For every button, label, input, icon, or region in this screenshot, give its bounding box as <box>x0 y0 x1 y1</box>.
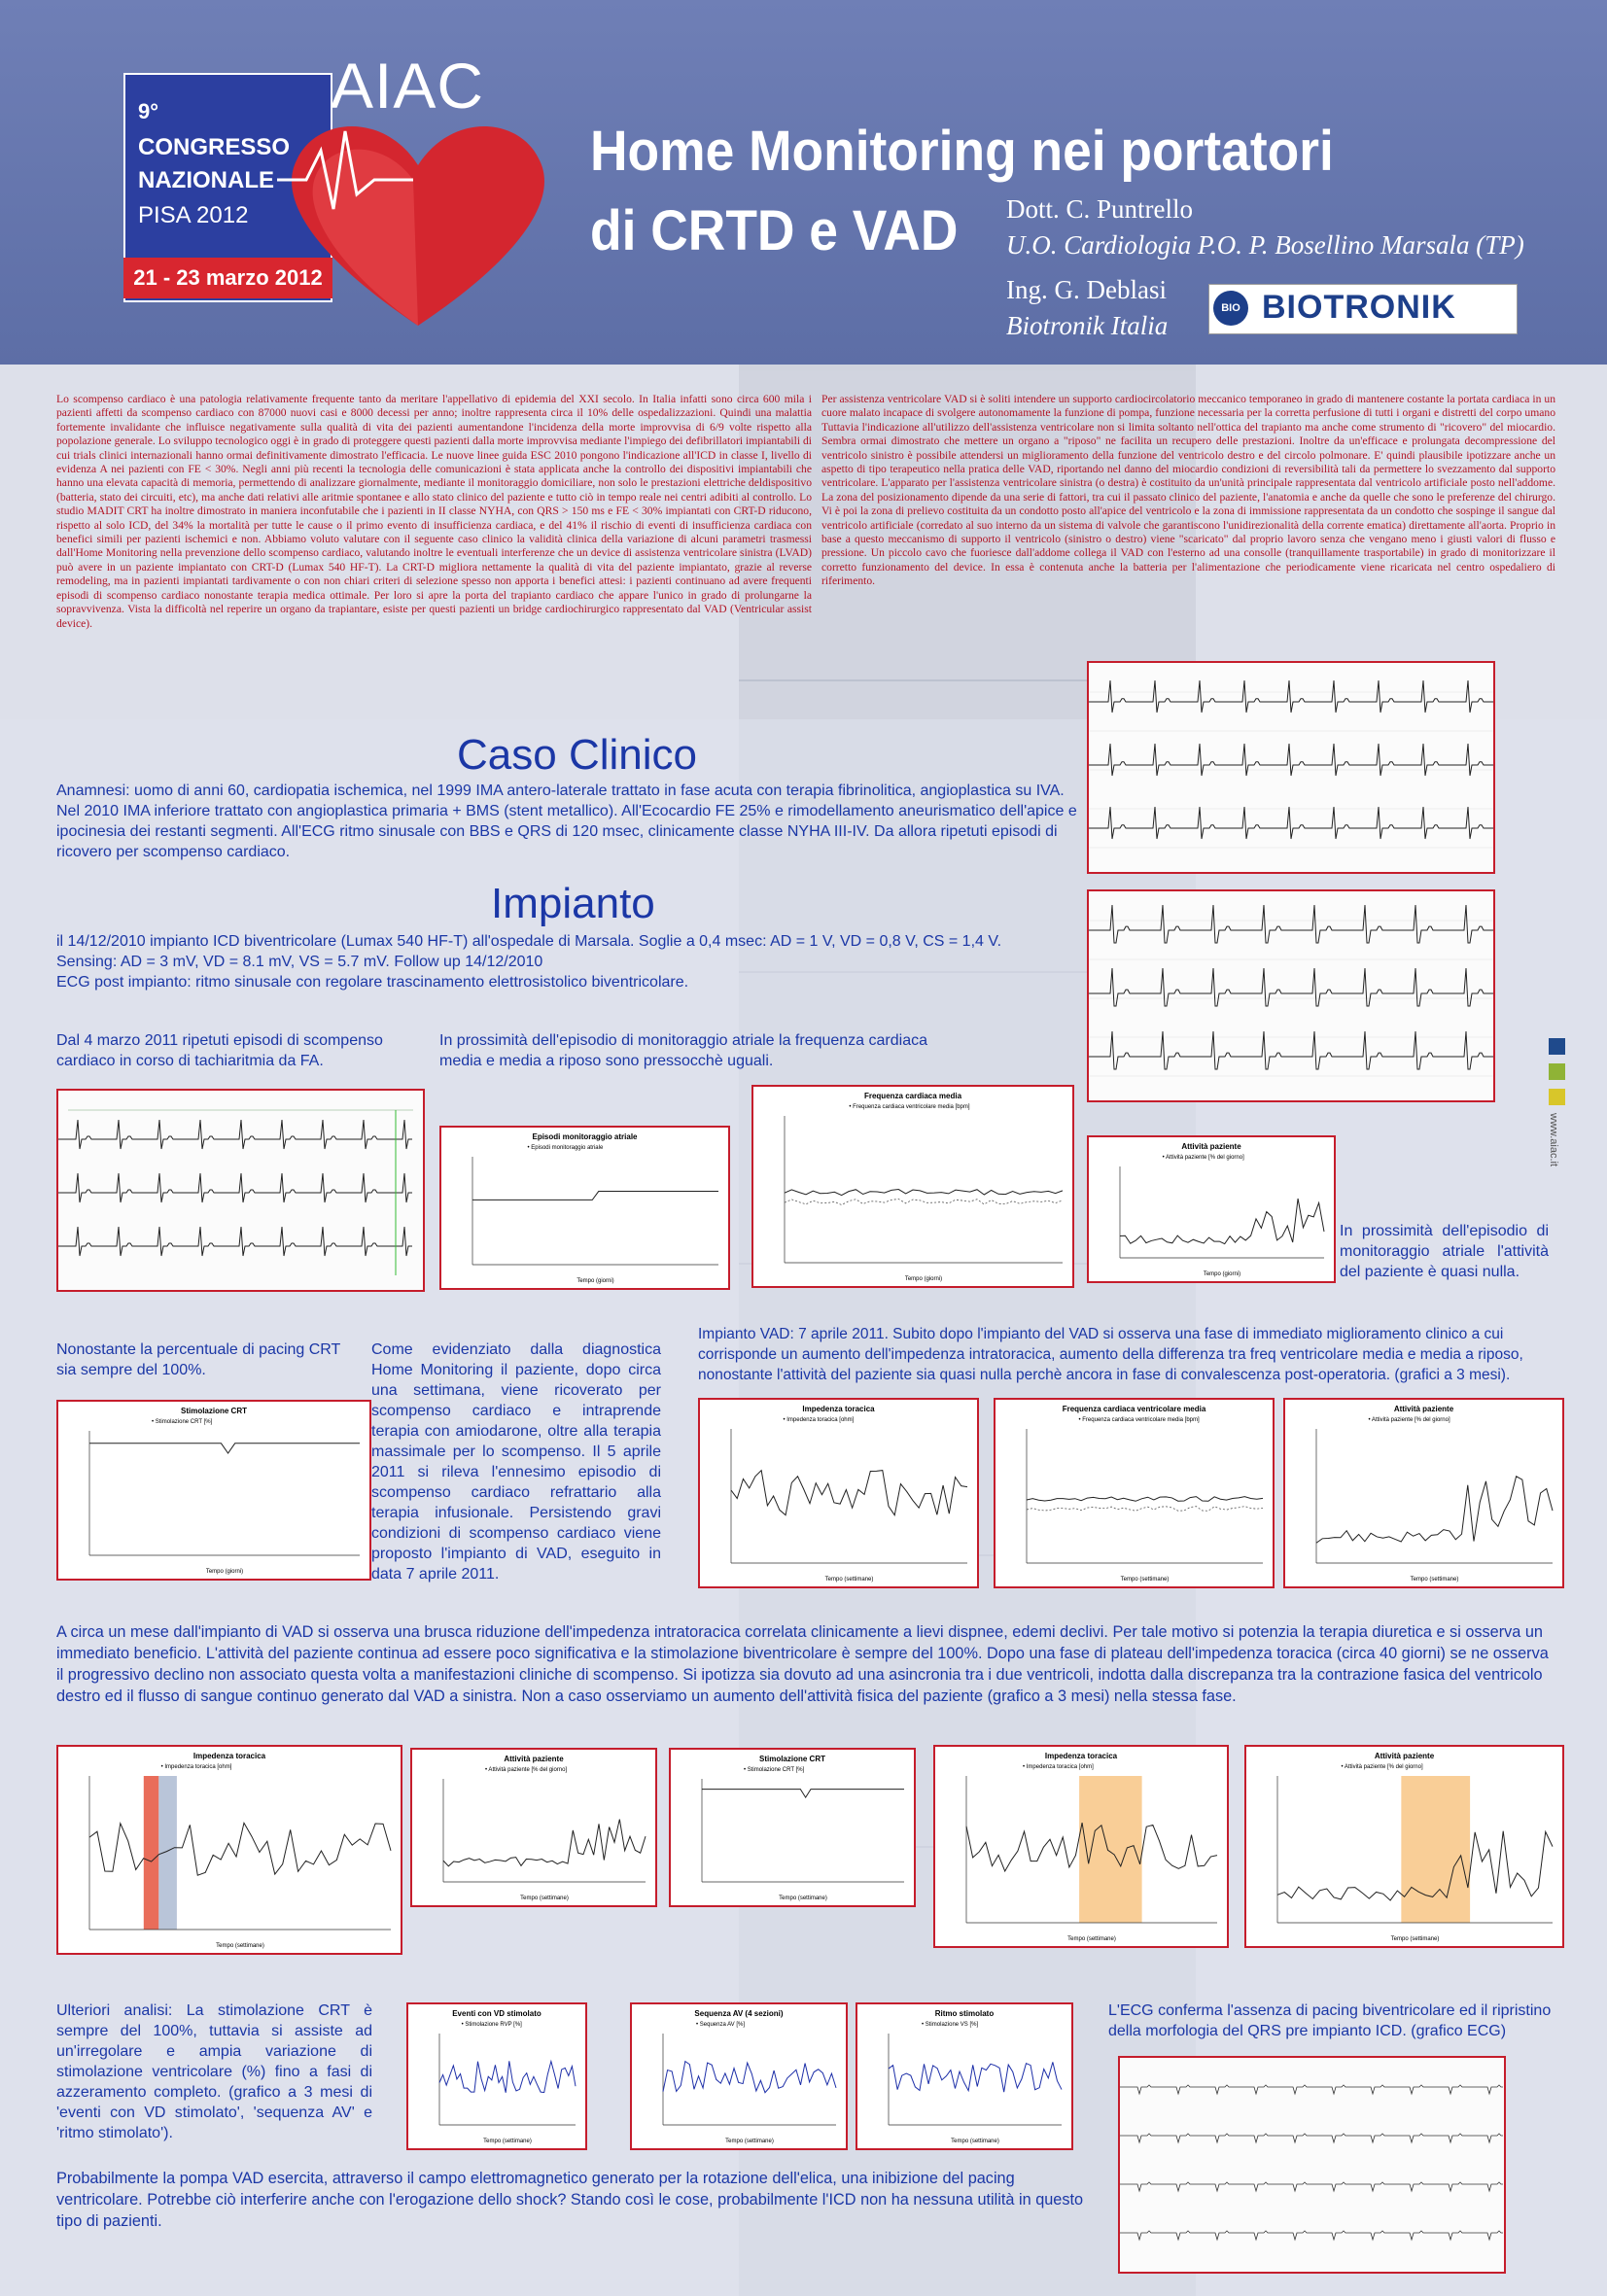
stim1-title: Stimolazione CRT <box>180 1407 248 1415</box>
logo-line1: CONGRESSO <box>138 134 291 160</box>
freq1-series-rest <box>785 1200 1063 1205</box>
caption-fa: Dal 4 marzo 2011 ripetuti episodi di scompenso cardiaco in corso di tachiaritmia da FA. <box>56 1032 383 1069</box>
chart-attivita4 <box>1244 1745 1564 1948</box>
chart-imp1 <box>698 1398 979 1588</box>
freq2-series-rest <box>1027 1507 1263 1512</box>
affiliation-2: Biotronik Italia <box>1006 311 1169 340</box>
ecg-pre <box>1087 661 1495 874</box>
eventi-xlabel: Tempo (settimane) <box>483 2139 532 2144</box>
imp2-series <box>89 1823 391 1875</box>
episodi-series <box>472 1192 718 1200</box>
highlight-band <box>144 1776 159 1930</box>
highlight-band <box>1079 1776 1142 1923</box>
caption-ecg: L'ECG conferma l'assenza di pacing biventricolare ed il ripristino della morfologia del QRS pre impianto ICD. (grafico ECG) <box>1108 2002 1552 2039</box>
impianto-line2: Sensing: AD = 3 mV, VD = 8.1 mV, VS = 5.7 mV. Follow up 14/12/2010 <box>56 954 543 970</box>
author-2: Ing. G. Deblasi <box>1006 275 1167 304</box>
freq1-legend: • Frequenza cardiaca ventricolare media [bpm] <box>849 1104 970 1110</box>
imp2-title: Impedenza toracica <box>192 1752 266 1760</box>
ecg-pre-trace <box>1089 663 1493 872</box>
affiliation-1: U.O. Cardiologia P.O. P. Bosellino Marsala (TP) <box>1006 230 1524 260</box>
logo-brand: AIAC <box>331 50 485 122</box>
chart-freq2 <box>994 1398 1275 1588</box>
imp3-title: Impedenza toracica <box>1044 1752 1118 1760</box>
attivita4-xlabel: Tempo (settimane) <box>1390 1936 1440 1942</box>
imp3-legend: • Impedenza toracica [ohm] <box>1023 1764 1094 1770</box>
intro-left: Lo scompenso cardiaco è una patologia relativamente frequente tanto da meritare l'appellativo di epidemia del XXI secolo. In Italia infatti sono circa 600 mila i pazienti affetti da scompenso cardiaco con 87000 nuovi casi e 8000 decessi per anno; inoltre rappresenta circa il 10% delle ospedalizzazioni. Quindi una malattia fortemente invalidante che influisce negativamente sulla qualità di vita dei pazienti aumentandone l'incidenza della morte improvvisa di 6/9 volte rispetto alla popolazione generale. Lo sviluppo tecnologico oggi è in grado di proteggere questi pazienti dalla morte improvvisa mediante l'impiego dei defibrillatori impiantabili di cui trials clinici internazionali hanno ormai definitivamente dimostrato l'efficacia. Le nuove linee guida ESC 2010 pongono l'indicazione all'ICD in classe I, livello di evidenza A nei pazienti con FE < 30%. Negli anni più recenti la tecnologia delle comunicazioni è stata applicata anche la controllo dei dispositivi impiantabili che hanno una elevata capacità di memoria, permettendo di analizzare giornalmente, mediante il monitoraggio domiciliare, non solo le prestazioni elettriche deldispositivo (batteria, stato dei circuiti, etc), ma anche dati relativi alle aritmie spontanee e allo stato clinico del paziente e tutto ciò in tempo reale nei centri adibiti al controllo. Lo studio MADIT CRT ha inoltre dimostrato in maniera inconfutabile che i pazienti in II classe NYHA, con QRS > 150 ms e FE < 30% impiantati con CRT-D riducono, rispetto al solo ICD, del 34% la mortalità per tutte le cause o il primo evento di insufficienza cardiaca, e del 41% il rischio di eventi di insufficienza cardiaca con benefici simili per pazienti ischemici e non. Abbiamo voluto valutare con il seguente caso clinico la validità clinica della variazione di alcuni parametri trasmessi dall'Home Monitoring nella prevenzione dello scompenso cardiaco, valutando inoltre le eventuali interferenze che un device di assistenza ventricolare sinistra (LVAD) può avere in un paziente impiantato con CRT-D (Lumax 540 HF-T). La CRT-D migliora nettamente la qualità di vita del paziente impiantato, grazie al reverse remodeling, ma in pazienti impiantati tardivamente o con non chiari criteri di selezione spesso non apporta i benefici attesi: i pazienti continuano ad avere frequenti episodi di scompenso cardiaco nonostante terapia medica ottimale. Per loro si apre la porta del trapianto cardiaco che appare l'unico in grado di prolungarne la sopravvivenza. Vista la difficoltà nel reperire un organo da trapiantare, esiste per questi pazienti un bridge cardiochirurgico rappresentato dal VAD (Ventricular assist device). <box>56 393 812 630</box>
logo-line2: NAZIONALE <box>138 167 274 193</box>
stim2-legend: • Stimolazione CRT [%] <box>744 1767 805 1773</box>
attivita1-legend: • Attività paziente [% del giorno] <box>1162 1155 1244 1161</box>
ritmo-series <box>889 2062 1062 2092</box>
stim1-xlabel: Tempo (giorni) <box>205 1569 244 1575</box>
sequenza-series <box>663 2062 836 2093</box>
attivita3-title: Attività paziente <box>504 1755 564 1763</box>
imp1-legend: • Impedenza toracica [ohm] <box>783 1417 855 1423</box>
freq1-title: Frequenza cardiaca media <box>863 1092 962 1100</box>
attivita1-svg <box>1089 1137 1334 1281</box>
imp2-legend: • Impedenza toracica [ohm] <box>160 1764 232 1770</box>
chart-sequenza <box>630 2002 848 2150</box>
caption-ulteriori: Ulteriori analisi: La stimolazione CRT è sempre del 100%, tuttavia si assiste ad un'irregolare e ampia variazione di stimolazione ventricolare (%) fino a fasi di azzeramento completo. (grafico a 3 mesi di 'eventi con VD stimolato', 'sequenza AV' e 'ritmo stimolato'). <box>56 2002 372 2141</box>
chart-imp3 <box>933 1745 1229 1948</box>
egm-panel <box>56 1089 425 1292</box>
impianto-text <box>56 931 1077 992</box>
attivita3-series <box>443 1820 646 1866</box>
episodi-title: Episodi monitoraggio atriale <box>532 1132 638 1141</box>
imp3-xlabel: Tempo (settimane) <box>1067 1936 1116 1942</box>
caption-freq: In prossimità dell'episodio di monitoraggio atriale la frequenza cardiaca media e media a riposo sono pressocchè uguali. <box>439 1032 927 1069</box>
logo-line3: PISA 2012 <box>138 202 249 228</box>
freq2-title: Frequenza cardiaca ventricolare media <box>1062 1405 1206 1413</box>
attivita3-xlabel: Tempo (settimane) <box>520 1896 569 1901</box>
chart-freq1 <box>751 1085 1074 1288</box>
freq2-series <box>1027 1497 1263 1502</box>
sequenza-title: Sequenza AV (4 sezioni) <box>694 2009 784 2018</box>
caption-ricovero: Come evidenziato dalla diagnostica Home Monitoring il paziente, dopo circa una settimana, viene ricoverato per scompenso cardiaco e intraprende terapia con amiodarone, oltre alla terapia massimale per lo scompenso. Il 5 aprile 2011 si rileva l'ennesimo episodio di scompenso cardiaco refrattario alla terapia infusionale. Persistendo gravi condizioni di scompenso cardiaco viene proposto l'impianto di VAD, eseguito in data 7 aprile 2011. <box>371 1341 661 1583</box>
stim2-svg <box>671 1750 914 1905</box>
caption-attivita: In prossimità dell'episodio di monitoraggio atriale l'attività del paziente è quasi nulla. <box>1340 1223 1549 1280</box>
stim2-series <box>702 1790 904 1797</box>
attivita2-title: Attività paziente <box>1393 1405 1454 1413</box>
attivita4-title: Attività paziente <box>1374 1752 1435 1760</box>
caption-vad: Impianto VAD: 7 aprile 2011. Subito dopo l'impianto del VAD si osserva una fase di immediato miglioramento clinico a cui corrisponde un aumento dell'impedenza intratoracica, aumento della differenza tra freq ventricolare media e media a riposo, nonostante l'attività del paziente sia quasi nulla perchè ancora in fase di convalescenza post-operatoria. (grafici a 3 mesi). <box>698 1326 1523 1383</box>
sidebar-square-green <box>1549 1063 1565 1080</box>
impianto-line3: ECG post impianto: ritmo sinusale con regolare trascinamento elettrosistolico biventricolare. <box>56 974 689 991</box>
imp2-svg <box>58 1747 401 1953</box>
episodi-svg <box>441 1128 728 1288</box>
stim2-xlabel: Tempo (settimane) <box>779 1896 827 1901</box>
ritmo-legend: • Stimolazione VS [%] <box>922 2022 979 2028</box>
episodi-xlabel: Tempo (giorni) <box>576 1278 614 1284</box>
stim1-series <box>89 1444 360 1453</box>
title-line2: di CRTD e VAD <box>590 199 959 262</box>
ritmo-svg <box>857 2004 1071 2148</box>
attivita3-legend: • Attività paziente [% del giorno] <box>485 1767 568 1773</box>
attivita3-svg <box>412 1750 655 1905</box>
imp1-xlabel: Tempo (settimane) <box>824 1577 874 1583</box>
imp2-xlabel: Tempo (settimane) <box>216 1943 264 1949</box>
title-line1: Home Monitoring nei portatori <box>590 120 1334 183</box>
stim2-title: Stimolazione CRT <box>758 1755 826 1763</box>
stim1-legend: • Stimolazione CRT [%] <box>152 1419 213 1425</box>
attivita2-legend: • Attività paziente [% del giorno] <box>1368 1417 1450 1423</box>
imp1-svg <box>700 1400 977 1586</box>
freq1-svg <box>753 1087 1072 1286</box>
attivita2-svg <box>1285 1400 1562 1586</box>
freq2-xlabel: Tempo (settimane) <box>1120 1577 1170 1583</box>
sequenza-svg <box>632 2004 846 2148</box>
intro-right: Per assistenza ventricolare VAD si è soliti intendere un supporto cardiocircolatorio meccanico temporaneo in grado di mantenere costante la portata cardiaca in un cuore malato incapace di svolgere autonomamente la funzione di pompa, funzione necessaria per la corretta perfusione di tutti i organi e distretti del corpo umano Tuttavia l'indicazione all'utilizzo dell'assistenza ventricolare non si limita soltanto nell'ottica del trapianto ma anche come strumento di "ricovero" del miocardio. Sembra ormai dimostrato che mettere un organo a "riposo" ne facilita un recupero delle prestazioni. Inoltre da un'efficace e prolungata decompressione del ventricolo sinistro è possibile attendersi un miglioramento della funzione del ventricolo destro e del circolo polmonare. E' quindi plausibile ipotizzare anche un aspetto di tipo terapeutico nella pratica delle VAD, riportando nel danno del miocardio condizioni di reversibilità tali da permettere lo svezzamento dal supporto ventricolare. L'apparato per l'assistenza ventricolare sinistra (o destra) è costituito da un'unità principale rappresentata dal ventricolo artificiale posto nell'addome. La zona del posizionamento dipende da una serie di fattori, tra cui il passato clinico del paziente, l'anatomia e anche da quelle che sono le preferenze del chirurgo. Vi è poi la zona di prelievo costituita da un condotto posto all'apice del ventricolo e la zona di immissione rappresentata da un condotto che sospinge il sangue dal ventricolo artificiale (corredato al suo interno da un sistema di valvole che garantiscono l'unidirezionalità della corrente ematica) direttamente all'aorta. Proprio in base a questo meccanismo di supporto il ventricolo (sinistro o destro) viene "scaricato" dal proprio lavoro senza che vengano meno i giusti valori di flusso e pressione. Un piccolo cavo che fuoriesce dall'addome collega il VAD con l'esterno ad una consolle (tranquillamente trasportabile) in grado di monitorizzare il corretto funzionamento del device. In essa è contenuta anche la batteria per l'alimentazione che periodicamente viene ricaricata nel centro ospedaliero di riferimento. <box>821 393 1555 588</box>
logo-edition: 9° <box>138 99 159 123</box>
stim1-svg <box>58 1402 369 1579</box>
sequenza-legend: • Sequenza AV [%] <box>696 2022 746 2028</box>
ecg-final <box>1118 2056 1506 2274</box>
freq2-svg <box>996 1400 1273 1586</box>
egm-trace <box>58 1091 423 1290</box>
episodi-legend: • Episodi monitoraggio atriale <box>527 1145 604 1151</box>
attivita2-series <box>1316 1477 1553 1543</box>
sequenza-xlabel: Tempo (settimane) <box>725 2139 774 2144</box>
eventi-svg <box>408 2004 585 2148</box>
biotronik-logo <box>1208 284 1518 334</box>
attivita4-legend: • Attività paziente [% del giorno] <box>1341 1764 1423 1770</box>
ecg-final-trace <box>1120 2058 1504 2272</box>
eventi-legend: • Stimolazione RVP [%] <box>461 2022 522 2028</box>
attivita2-xlabel: Tempo (settimane) <box>1410 1577 1459 1583</box>
highlight-band <box>1401 1776 1470 1923</box>
imp3-svg <box>935 1747 1227 1946</box>
attivita1-title: Attività paziente <box>1181 1142 1241 1151</box>
eventi-series <box>439 2061 576 2092</box>
chart-attivita1 <box>1087 1135 1336 1283</box>
heart-icon <box>277 102 559 335</box>
sidebar-url: www.aiac.it <box>1548 1113 1559 1167</box>
attivita1-xlabel: Tempo (giorni) <box>1203 1271 1241 1277</box>
imp1-title: Impedenza toracica <box>802 1405 875 1413</box>
biotronik-wordmark: BIOTRONIK <box>1262 289 1456 326</box>
impianto-line1: il 14/12/2010 impianto ICD biventricolare (Lumax 540 HF-T) all'ospedale di Marsala. Soglie a 0,4 msec: AD = 1 V, VD = 0,8 V, CS = 1,4 V. <box>56 933 1002 950</box>
caption-pacing: Nonostante la percentuale di pacing CRT sia sempre del 100%. <box>56 1341 341 1378</box>
caption-impedenza: A circa un mese dall'impianto di VAD si osserva una brusca riduzione dell'impedenza intratoracica correlata clinicamente a lievi dispnee, edemi declivi. Per tale motivo si potenzia la terapia diuretica e si osserva un immediato beneficio. L'attività del paziente continua ad essere poco significativa e la stimolazione biventricolare è sempre del 100%. Dopo una fase di plateau dell'impedenza toracica (circa 40 giorni) se ne osserva il progressivo declino non associato questa volta a manifestazioni cliniche di scompenso. Si ipotizza sia dovuto ad una asincronia tra i due ventricoli, indotta dalla discrepanza tra la contrazione fasica del ventricolo destro ed il flusso di sangue continuo generato dal VAD a sinistra. Non a caso osserviamo un aumento dell'attività fisica del paziente (grafico a 3 mesi) nella stessa fase. <box>56 1623 1549 1705</box>
imp1-series <box>731 1471 967 1515</box>
caso-text: Anamnesi: uomo di anni 60, cardiopatia ischemica, nel 1999 IMA antero-laterale trattato in fase acuta con terapia fibrinolitica, angioplastica su IVA. Nel 2010 IMA inferiore trattato con angioplastica primaria + BMS (stent metallico). All'Ecocardio FE 25% e rimodellamento aneurismatico dell'apice e ipocinesia dei restanti segmenti. All'ECG ritmo sinusale con BBS e QRS di 120 msec, clinicamente classe NYHA III-IV. Da allora ripetuti episodi di ricovero per scompenso cardiaco. <box>56 783 1077 860</box>
chart-episodi <box>439 1126 730 1290</box>
freq2-legend: • Frequenza cardiaca ventricolare media [bpm] <box>1078 1417 1200 1423</box>
freq1-series <box>785 1190 1063 1196</box>
caso-heading: Caso Clinico <box>457 731 697 779</box>
freq1-xlabel: Tempo (giorni) <box>904 1276 943 1282</box>
highlight-band <box>158 1776 177 1930</box>
ecg-post <box>1087 889 1495 1102</box>
sidebar-square-blue <box>1549 1038 1565 1055</box>
chart-attivita3 <box>410 1748 657 1907</box>
author-1: Dott. C. Puntrello <box>1006 194 1194 224</box>
caption-conclusione: Probabilmente la pompa VAD esercita, attraverso il campo elettromagnetico generato per la rotazione dell'elica, una inibizione del pacing ventricolare. Potrebbe ciò interferire anche con l'erogazione dello shock? Stando così le cose, probabilmente l'ICD non ha nessuna utilità in questo tipo di pazienti. <box>56 2170 1084 2230</box>
chart-stim2 <box>669 1748 916 1907</box>
logo-dates: 21 - 23 marzo 2012 <box>123 258 332 298</box>
eventi-title: Eventi con VD stimolato <box>452 2009 541 2018</box>
chart-stim1 <box>56 1400 371 1581</box>
biotronik-mark: BIO <box>1213 291 1248 326</box>
chart-imp2 <box>56 1745 402 1955</box>
chart-eventi <box>406 2002 587 2150</box>
impianto-heading: Impianto <box>491 880 655 927</box>
attivita1-series <box>1120 1199 1324 1244</box>
attivita4-svg <box>1246 1747 1562 1946</box>
sidebar-square-yellow <box>1549 1089 1565 1105</box>
chart-attivita2 <box>1283 1398 1564 1588</box>
ecg-post-trace <box>1089 891 1493 1100</box>
ritmo-xlabel: Tempo (settimane) <box>951 2139 999 2144</box>
ritmo-title: Ritmo stimolato <box>934 2009 995 2018</box>
chart-ritmo <box>856 2002 1073 2150</box>
